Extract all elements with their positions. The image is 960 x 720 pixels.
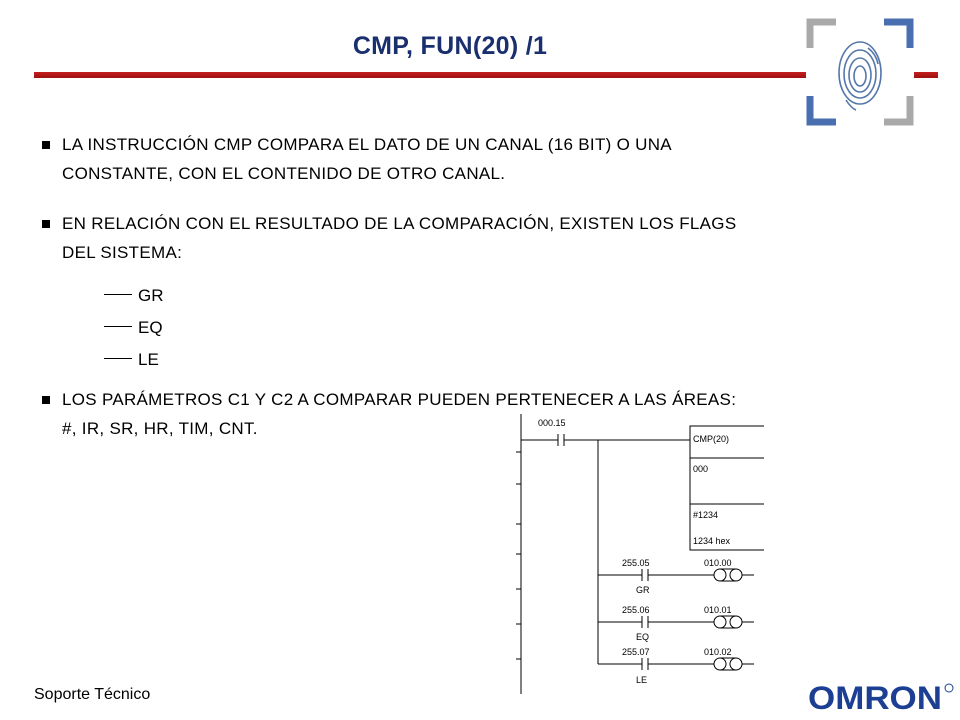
- rung-coil-label: 010.00: [704, 558, 732, 568]
- dash-icon: [104, 326, 132, 327]
- title-divider: [34, 72, 938, 78]
- bullet-square-icon: [42, 396, 50, 404]
- flag-item-le: [104, 348, 159, 372]
- rung-contact-label: 255.05: [622, 558, 650, 568]
- operand2-note: 1234 hex: [693, 536, 731, 546]
- page-title: CMP, FUN(20) /1: [352, 32, 548, 60]
- bullet-parameter-areas: [42, 385, 902, 443]
- dash-icon: [104, 358, 132, 359]
- registered-icon: [945, 684, 953, 692]
- fingerprint-logo: [806, 18, 914, 126]
- rung-flag-label: LE: [636, 675, 648, 685]
- omron-logo: [806, 680, 956, 716]
- rung-contact-label: 255.06: [622, 605, 650, 615]
- rung-coil-label: 010.01: [704, 605, 732, 615]
- input-contact-label: 000.15: [538, 418, 566, 428]
- bullet-line: LOS PARÁMETROS C1 Y C2 A COMPARAR PUEDEN PERTENECER A LAS ÁREAS:: [62, 390, 737, 409]
- rung-coil-label: 010.02: [704, 647, 732, 657]
- rung-flag-label: EQ: [636, 632, 650, 642]
- operand1-label: 000: [693, 464, 709, 474]
- bullet-line: LA INSTRUCCIÓN CMP COMPARA EL DATO DE UN CANAL (16 BIT) O UNA: [62, 135, 672, 154]
- bullet-line: DEL SISTEMA:: [62, 243, 183, 262]
- bullet-line: #, IR, SR, HR, TIM, CNT.: [62, 419, 258, 438]
- bullet-line: CONSTANTE, CON EL CONTENIDO DE OTRO CANAL.: [62, 164, 506, 183]
- rung-flag-label: GR: [636, 585, 650, 595]
- bullet-system-flags: [42, 209, 902, 267]
- flag-item-eq: [104, 316, 163, 340]
- flag-item-gr: [104, 284, 164, 308]
- brand-name: OMRON: [808, 680, 942, 716]
- rung-contact-label: 255.07: [622, 647, 650, 657]
- flag-label: EQ: [138, 318, 163, 337]
- flag-label: GR: [138, 286, 164, 305]
- bullet-square-icon: [42, 141, 50, 149]
- dash-icon: [104, 294, 132, 295]
- bullet-square-icon: [42, 220, 50, 228]
- ladder-diagram: [514, 414, 764, 694]
- fingerprint-icon: [806, 18, 914, 126]
- bullet-cmp-description: [42, 130, 902, 188]
- bullet-line: EN RELACIÓN CON EL RESULTADO DE LA COMPARACIÓN, EXISTEN LOS FLAGS: [62, 214, 737, 233]
- instruction-label: CMP(20): [693, 434, 730, 444]
- cmp-instruction-box: [690, 426, 764, 550]
- flag-label: LE: [138, 350, 159, 369]
- operand2-label: #1234: [693, 510, 719, 520]
- footer-text: Soporte Técnico: [34, 686, 151, 703]
